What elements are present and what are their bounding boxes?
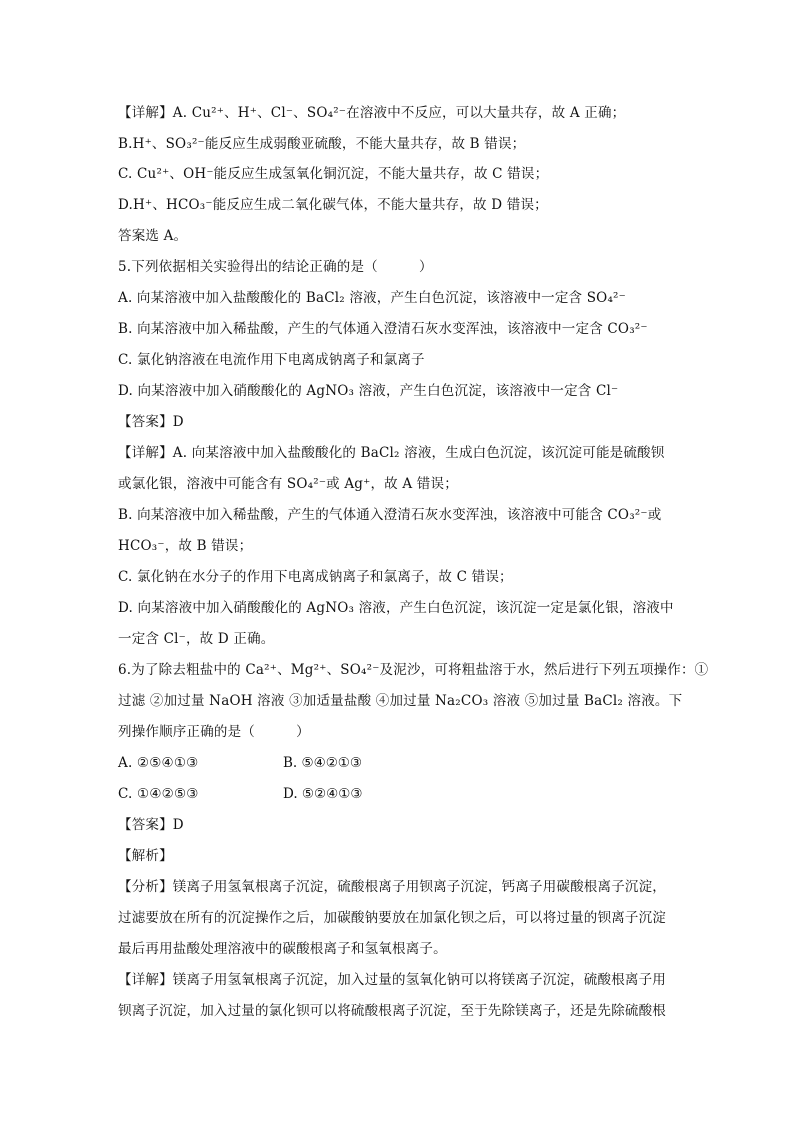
q5-detail-a-line1: 【详解】A. 向某溶液中加入盐酸酸化的 BaCl₂ 溶液，生成白色沉淀，该沉淀可能是硫酸钡 [118, 445, 665, 461]
q5-option-a: A. 向某溶液中加入盐酸酸化的 BaCl₂ 溶液，产生白色沉淀，该溶液中一定含 SO₄²⁻ [118, 290, 626, 306]
q6-analysis-line1: 【分析】镁离子用氢氧根离子沉淀，硫酸根离子用钡离子沉淀，钙离子用碳酸根离子沉淀， [118, 879, 666, 895]
q6-analysis-line3: 最后再用盐酸处理溶液中的碳酸根离子和氢氧根离子。 [118, 941, 447, 957]
q5-answer: 【答案】D [118, 414, 184, 430]
q5-detail-b-line1: B. 向某溶液中加入稀盐酸，产生的气体通入澄清石灰水变浑浊，该溶液中可能含 CO₃²⁻或 [118, 507, 662, 523]
q6-detail-line2: 钡离子沉淀，加入过量的氯化钡可以将硫酸根离子沉淀，至于先除镁离子，还是先除硫酸根 [118, 1003, 666, 1019]
q6-answer: 【答案】D [118, 817, 184, 833]
q6-option-c: C. ①④②⑤③ [118, 786, 199, 802]
q6-option-b: B. ⑤④②①③ [283, 755, 363, 771]
q5-detail-c: C. 氯化钠在水分子的作用下电离成钠离子和氯离子，故 C 错误； [118, 569, 513, 585]
q4-detail-c: C. Cu²⁺、OH⁻能反应生成氢氧化铜沉淀，不能大量共存，故 C 错误； [118, 166, 549, 182]
q5-detail-a-line2: 或氯化银，溶液中可能含有 SO₄²⁻或 Ag⁺，故 A 错误； [118, 476, 458, 492]
q5-stem: 5.下列依据相关实验得出的结论正确的是（ ） [118, 259, 433, 275]
q6-stem-line3: 列操作顺序正确的是（ ） [118, 724, 310, 740]
q6-option-a: A. ②⑤④①③ [118, 755, 199, 771]
q5-detail-d-line1: D. 向某溶液中加入硝酸酸化的 AgNO₃ 溶液，产生白色沉淀，该沉淀一定是氯化银，溶液中 [118, 600, 674, 616]
q6-detail-line1: 【详解】镁离子用氢氧根离子沉淀，加入过量的氢氧化钠可以将镁离子沉淀，硫酸根离子用 [118, 972, 666, 988]
q6-analysis-line2: 过滤要放在所有的沉淀操作之后，加碳酸钠要放在加氯化钡之后，可以将过量的钡离子沉淀 [118, 910, 666, 926]
q5-option-d: D. 向某溶液中加入硝酸酸化的 AgNO₃ 溶液，产生白色沉淀，该溶液中一定含 Cl⁻ [118, 383, 619, 399]
q6-option-d: D. ⑤②④①③ [283, 786, 363, 802]
q4-detail-a: 【详解】A. Cu²⁺、H⁺、Cl⁻、SO₄²⁻在溶液中不反应，可以大量共存，故 A 正确； [118, 105, 626, 121]
q5-option-c: C. 氯化钠溶液在电流作用下电离成钠离子和氯离子 [118, 352, 425, 368]
q4-detail-d: D.H⁺、HCO₃⁻能反应生成二氧化碳气体，不能大量共存，故 D 错误； [118, 197, 548, 213]
q5-detail-b-line2: HCO₃⁻，故 B 错误； [118, 538, 253, 554]
q6-stem-line1: 6.为了除去粗盐中的 Ca²⁺、Mg²⁺、SO₄²⁻及泥沙，可将粗盐溶于水，然后进行下列五项操作：① [118, 662, 709, 678]
q5-option-b: B. 向某溶液中加入稀盐酸，产生的气体通入澄清石灰水变浑浊，该溶液中一定含 CO₃²⁻ [118, 321, 648, 337]
q4-conclusion: 答案选 A。 [118, 228, 188, 244]
q6-analysis-heading: 【解析】 [118, 848, 173, 864]
q4-detail-b: B.H⁺、SO₃²⁻能反应生成弱酸亚硫酸，不能大量共存，故 B 错误； [118, 136, 526, 152]
q5-detail-d-line2: 一定含 Cl⁻，故 D 正确。 [118, 631, 275, 647]
q6-stem-line2: 过滤 ②加过量 NaOH 溶液 ③加适量盐酸 ④加过量 Na₂CO₃ 溶液 ⑤加过量 BaCl₂ 溶液。下 [118, 693, 683, 709]
